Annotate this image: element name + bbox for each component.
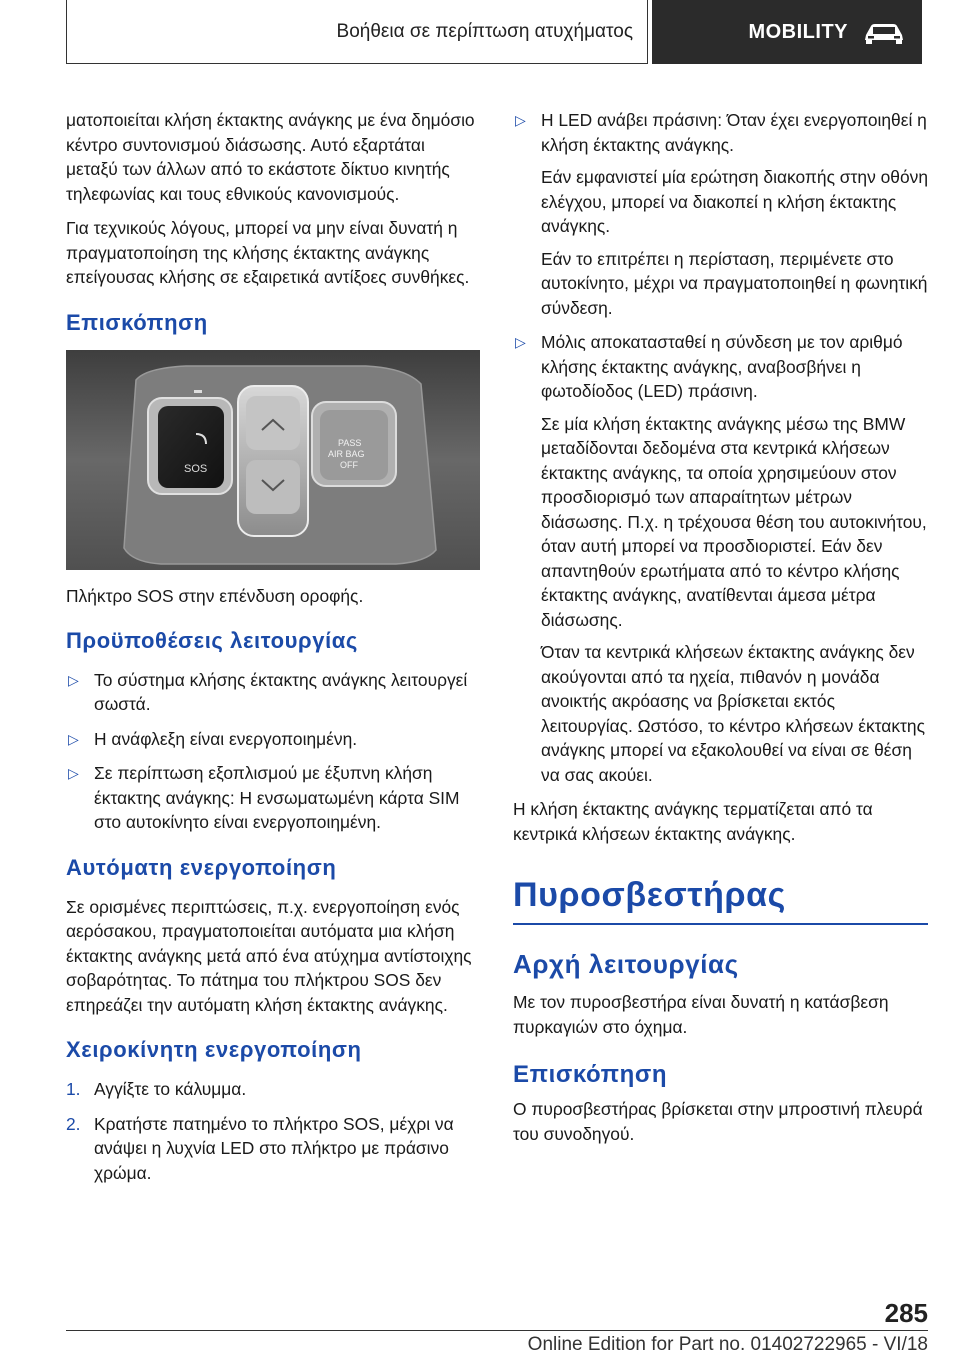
airbag-photo-label: AIR BAG	[328, 448, 365, 459]
left-column	[66, 108, 480, 1195]
steps-list	[66, 1077, 480, 1185]
triangle-bullet-icon: ▷	[68, 671, 79, 688]
status-list	[513, 108, 928, 787]
list-item: ▷ Το σύστημα κλήσης έκτακτης ανάγκης λειτουργεί σωστά.	[68, 669, 468, 714]
prerequisites-list	[66, 668, 480, 835]
heading-fire-extinguisher: Πυροσβεστήρας	[513, 876, 928, 925]
page-number: 285	[884, 1298, 928, 1328]
paragraph: Η κλήση έκτακτης ανάγκης τερματίζεται από τα κεντρικά κλήσεων έκτακτης ανάγκης.	[513, 799, 873, 844]
triangle-bullet-icon: ▷	[515, 334, 526, 350]
paragraph: Με τον πυροσβεστήρα είναι δυνατή η κατάσβεση πυρκαγιών στο όχημα.	[513, 992, 889, 1037]
heading-auto-activation: Αυτόματη ενεργοποίηση	[66, 854, 337, 880]
heading-principle: Αρχή λειτουργίας	[513, 949, 739, 979]
heading-overview-2: Επισκόπηση	[513, 1061, 668, 1088]
section-title: Βοήθεια σε περίπτωση ατυχήματος	[336, 20, 633, 42]
pass-photo-label: PASS	[338, 437, 362, 448]
paragraph: ματοποιείται κλήση έκτακτης ανάγκης με ένα δημόσιο κέντρο συντονισμού διάσωσης. Αυτό εξαρτάται μεταξύ των άλλων από το εκάστοτε δίκτυο κινητής τηλεφωνίας και τους εθνικούς κανονισμούς.	[66, 110, 475, 204]
paragraph: Για τεχνικούς λόγους, μπορεί να μην είναι δυνατή η πραγματοποίηση της κλήσης έκτακτης ανάγκης επείγουσας κλήσης σε εξαιρετικά αντίξοες συνθήκες.	[66, 218, 470, 287]
heading-manual-activation: Χειροκίνητη ενεργοποίηση	[66, 1037, 362, 1062]
list-item: ▷ Μόλις αποκατασταθεί η σύνδεση με τον αριθμό κλήσης έκτακτης ανάγκης, αναβοσβήνει η φωτοδίοδος (LED) πράσινη. Σε μία κλήση έκτακτης ανάγκης μέσω της BMW μεταδίδονται δεδομένα στα κεντρικά κλήσεων έκτακτης ανάγκης, τα οποία χρησιμεύουν στον προσδιορισμό των απαραίτητων μέτρων διάσωσης. Π.χ. η τρέχουσα θέση του αυτοκινήτου, όταν αυτή μπορεί να προσδιοριστεί. Εάν δεν απαντηθούν ερωτήματα από το κέντρο κλήσης έκτακτης ανάγκης, ανατίθενται άμεσα μέτρα διάσωσης. Όταν τα κεντρικά κλήσεων έκτακτης ανάγκης δεν ακούγονται από τα ηχεία, πιθανόν η μονάδα ανοικτής ακρόασης να βρίσκεται εκτός λειτουργίας. Ωστόσο, το κέντρο κλήσεων έκτακτης ανάγκης μπορεί να εξακολουθεί να είναι σε θέση να σας ακούει.	[515, 332, 927, 785]
list-item: ▷ Η ανάφλεξη είναι ενεργοποιημένη.	[66, 727, 480, 752]
list-item: 1. Αγγίξτε το κάλυμμα.	[66, 1079, 247, 1099]
heading-prerequisites: Προϋποθέσεις λειτουργίας	[66, 627, 358, 653]
list-item: ▷ Η LED ανάβει πράσινη: Όταν έχει ενεργοποιηθεί η κλήση έκτακτης ανάγκης. Εάν εμφανιστεί μία ερώτηση διακοπής στην οθόνη ελέγχου, μπορεί να διακοπεί η κλήση έκτακτης ανάγκης. Εάν το επιτρέπει η περίσταση, περιμένετε στο αυτοκίνητο, μέχρι να πραγματοποιηθεί η φωνητική σύνδεση.	[515, 110, 928, 318]
list-item: ▷ Σε περίπτωση εξοπλισμού με έξυπνη κλήση έκτακτης ανάγκης: Η ενσωματωμένη κάρτα SIM στο αυτοκίνητο είναι ενεργοποιημένη.	[68, 763, 460, 832]
paragraph: Ο πυροσβεστήρας βρίσκεται στην μπροστινή πλευρά του συνοδηγού.	[513, 1099, 923, 1144]
edition-info: Online Edition for Part no. 01402722965 - VI/18	[527, 1334, 928, 1355]
right-column	[513, 108, 928, 1156]
sos-photo-label: SOS	[184, 462, 208, 475]
list-item: 2. Κρατήστε πατημένο το πλήκτρο SOS, μέχρι να ανάψει η λυχνία LED στο πλήκτρο με πράσινο χρώμα.	[66, 1113, 454, 1183]
running-header-section	[66, 0, 648, 64]
triangle-bullet-icon: ▷	[515, 112, 526, 128]
chapter-label: MOBILITY	[748, 20, 848, 43]
sos-button-photo	[66, 350, 480, 570]
photo-caption: Πλήκτρο SOS στην επένδυση οροφής.	[66, 585, 364, 606]
footer-divider	[66, 1330, 928, 1331]
heading-overview: Επισκόπηση	[66, 309, 208, 335]
roof-console-illustration	[66, 350, 480, 570]
car-icon	[862, 19, 906, 45]
running-header-chapter	[652, 0, 922, 64]
paragraph: Σε ορισμένες περιπτώσεις, π.χ. ενεργοποίηση ενός αερόσακου, πραγματοποιείται αυτόματα μια κλήση έκτακτης ανάγκης μετά από ένα ατύχημα αντίστοιχης σοβαρότητας. Το πάτημα του πλήκτρου SOS δεν επηρεάζει την αυτόματη κλήση έκτακτης ανάγκης.	[66, 896, 472, 1015]
off-photo-label: OFF	[340, 459, 358, 470]
triangle-bullet-icon: ▷	[68, 730, 79, 747]
triangle-bullet-icon: ▷	[68, 765, 79, 781]
